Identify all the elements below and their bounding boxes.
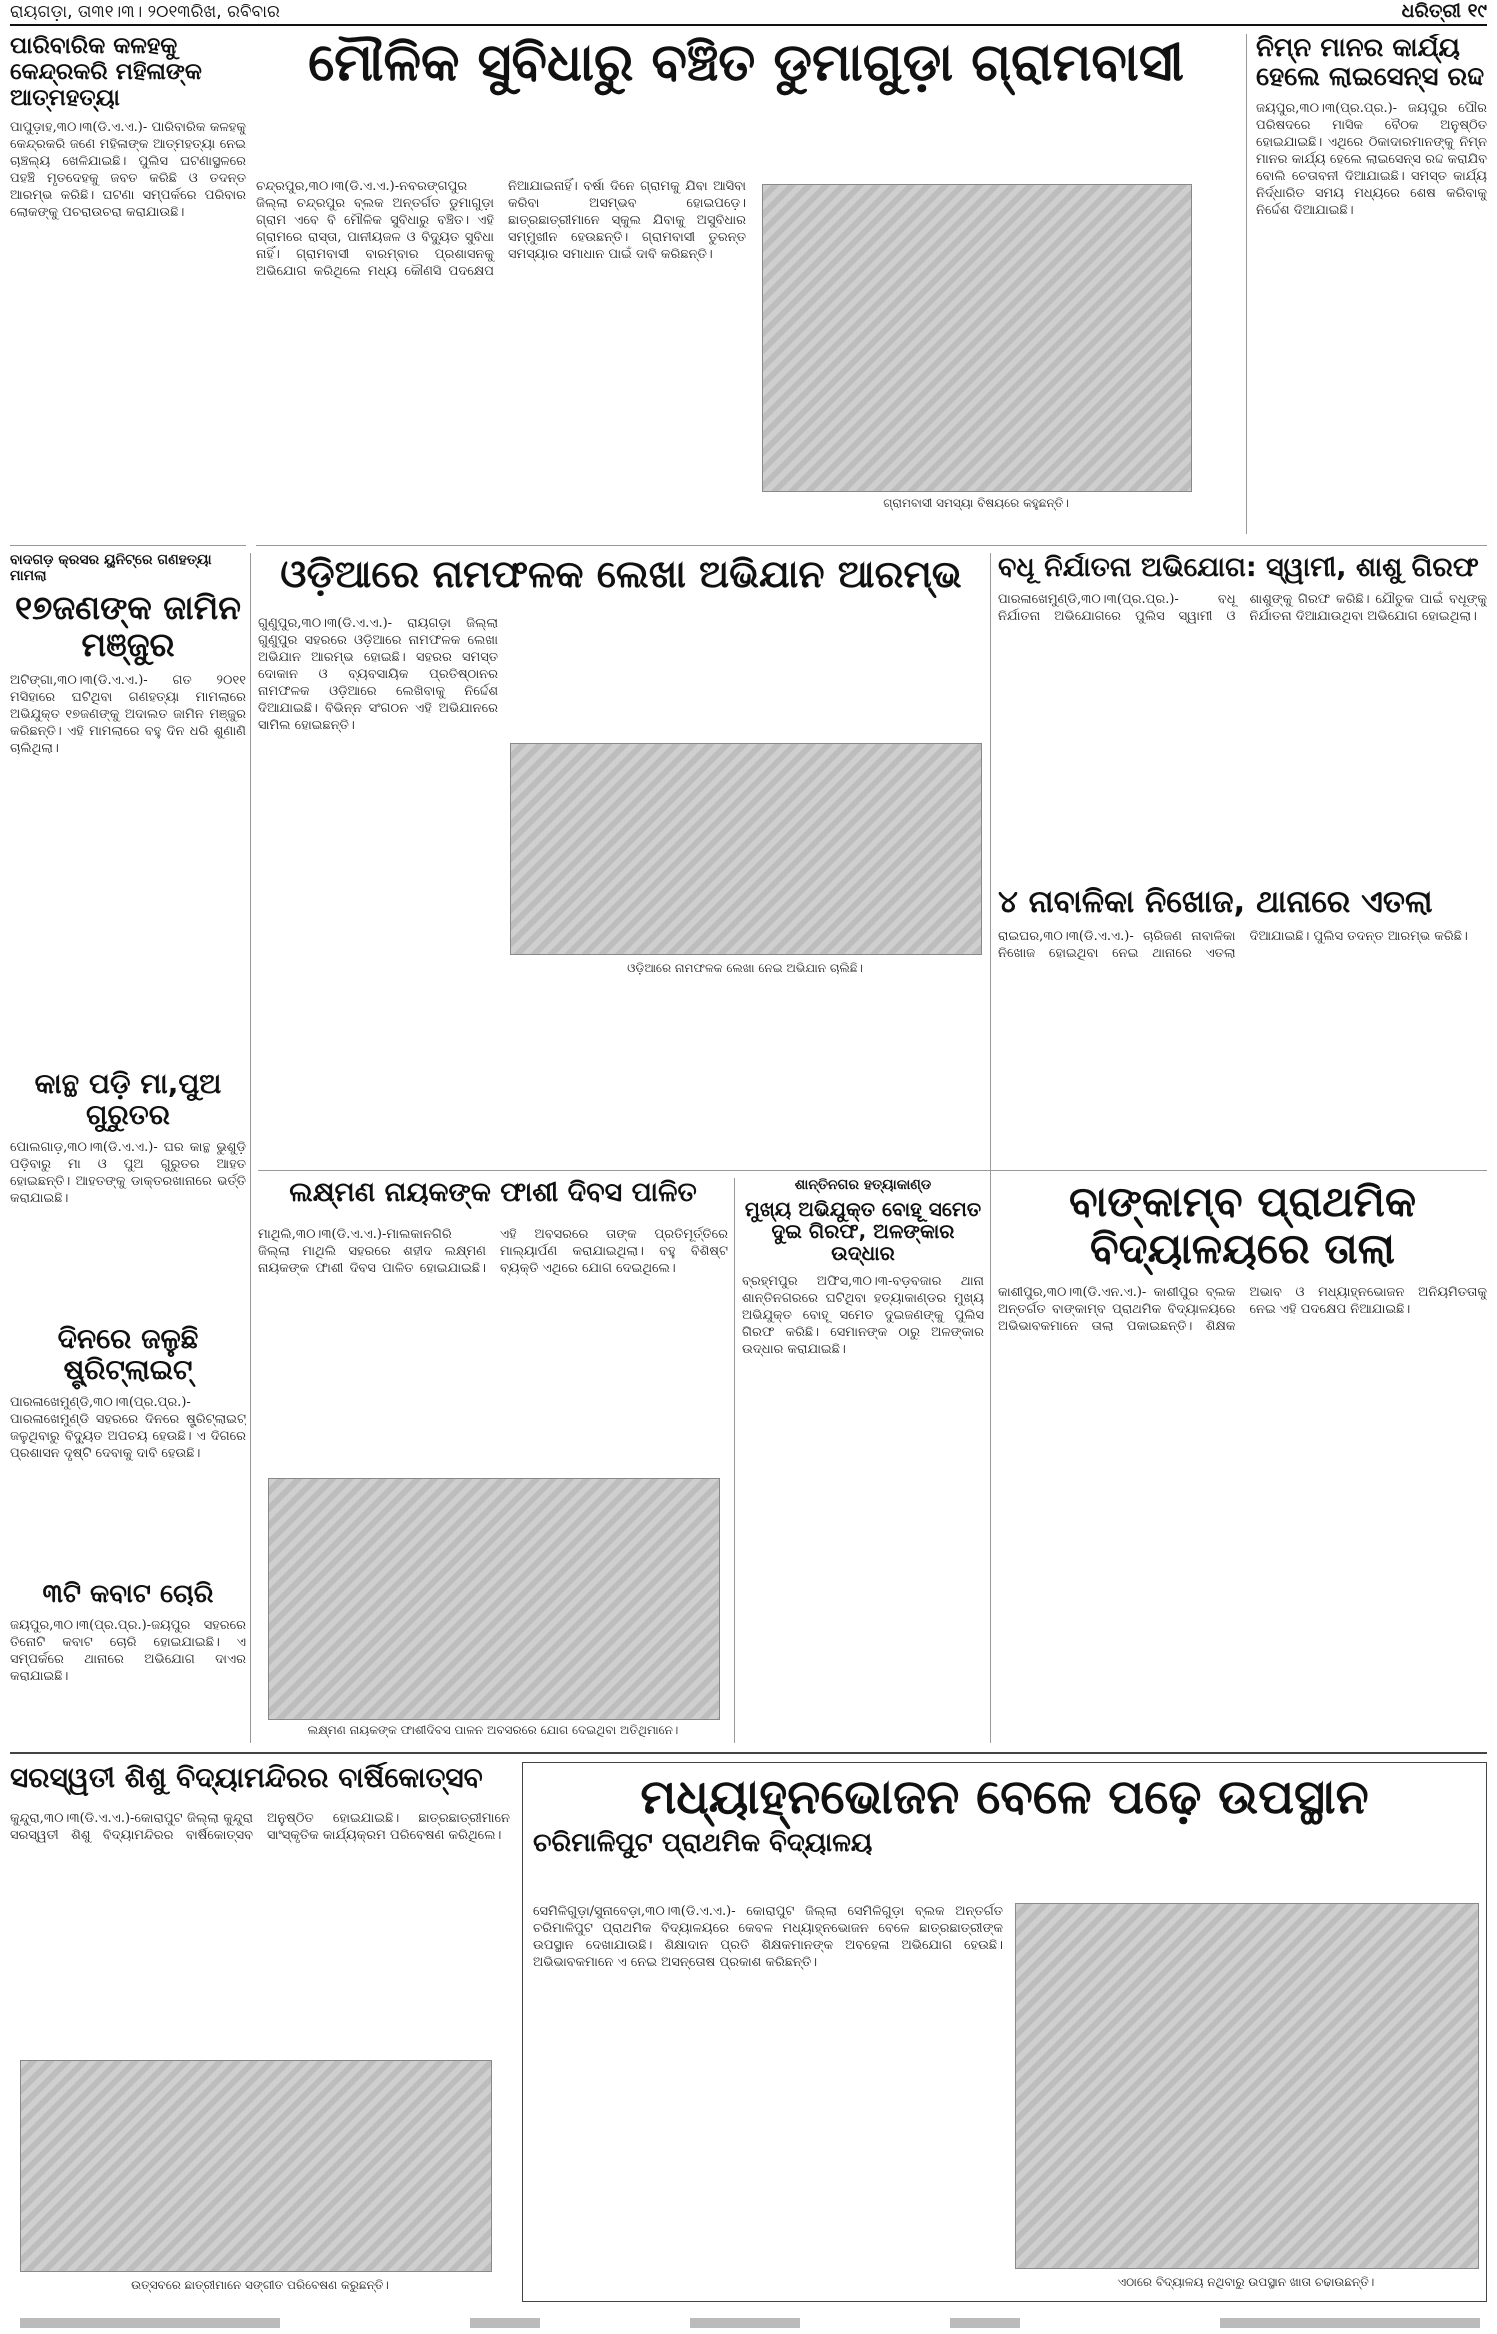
- article-midday-meal: [522, 1762, 1487, 2302]
- headline: କାନ୍ଥ ପଡ଼ି ମା,ପୁଅ ଗୁରୁତର: [34, 1068, 222, 1132]
- headline: ଦିନରେ ଜଳୁଛି ଷ୍ଟ୍ରିଟ୍‌ଲାଇଟ୍: [57, 1323, 199, 1387]
- headline: ମୁଖ୍ୟ ଅଭିଯୁକ୍ତ ବୋହୂ ସମେତ ଦୁଇ ଗିରଫ, ଅଳଙ୍କାର ଉଦ୍ଧାର: [744, 1196, 982, 1266]
- article-body: ସେମିଳିଗୁଡ଼ା/ସୁନାବେଡ଼ା,୩୦।୩(ଡି.ଏ.ଏ.)- କୋରାପୁଟ ଜିଲ୍ଲା ସେମିଳିଗୁଡ଼ା ବ୍ଲକ ଅନ୍ତର୍ଗତ ଚରିମାଳିପୁଟ ପ୍ରାଥମିକ ବିଦ୍ୟାଳୟରେ କେବଳ ମଧ୍ୟାହ୍ନଭୋଜନ ବେଳେ ଛାତ୍ରଛାତ୍ରୀଙ୍କ ଉପସ୍ଥାନ ଦେଖାଯାଉଛି। ଶିକ୍ଷାଦାନ ପ୍ରତି ଶିକ୍ଷକମାନଙ୍କ ଅବହେଳା ଅଭିଯୋଗ ହେଉଛି। ଅଭିଭାବକମାନେ ଏ ନେଇ ଅସନ୍ତୋଷ ପ୍ରକାଶ କରିଛନ୍ତି।: [533, 1904, 1003, 1970]
- article-body: ପାପୁଡ଼ାହ,୩୦।୩(ଡି.ଏ.ଏ.)- ପାରିବାରିକ କଳହକୁ କେନ୍ଦ୍ରକରି ଜଣେ ମହିଳାଙ୍କ ଆତ୍ମହତ୍ୟା ନେଇ ଚାଞ୍ଚଲ୍ୟ ଖେଳିଯାଇଛି। ପୁଲିସ ଘଟଣାସ୍ଥଳରେ ପହଞ୍ଚି ମୃତଦେହକୁ ଜବତ କରିଛି ଓ ତଦନ୍ତ ଆରମ୍ଭ କରିଛି। ଘଟଣା ସମ୍ପର୍କରେ ପରିବାର ଲୋକଙ୍କୁ ପଚରାଉଚରା କରାଯାଉଛି।: [10, 120, 246, 221]
- article-body: କାଶୀପୁର,୩୦।୩(ଡି.ଏନ.ଏ.)- କାଶୀପୁର ବ୍ଲକ ଅନ୍ତର୍ଗତ ବାଙ୍କାମ୍ବ ପ୍ରାଥମିକ ବିଦ୍ୟାଳୟରେ ଅଭିଭାବକମାନେ ତାଲା ପକାଇଛନ୍ତି। ଶିକ୍ଷକ ଅଭାବ ଓ ମଧ୍ୟାହ୍ନଭୋଜନ ଅନିୟମିତତାକୁ ନେଇ ଏହି ପଦକ୍ଷେପ ନିଆଯାଇଛି।: [998, 1285, 1487, 1335]
- headline: ବାଙ୍କାମ୍ବ ପ୍ରାଥମିକ ବିଦ୍ୟାଳୟରେ ତାଲା: [1069, 1178, 1416, 1274]
- article-school-lock: [998, 1178, 1487, 1743]
- article-body: ଅଟିଙ୍ଗା,୩୦।୩(ଡି.ଏ.ଏ.)- ଗତ ୨୦୧୧ ମସିହାରେ ଘଟିଥିବା ଗଣହତ୍ୟା ମାମଲାରେ ଅଭିଯୁକ୍ତ ୧୭ଜଣଙ୍କୁ ଅଦାଲତ ଜାମିନ ମଞ୍ଜୁର କରିଛନ୍ତି। ଏହି ମାମଲାରେ ବହୁ ଦିନ ଧରି ଶୁଣାଣି ଚାଲିଥିଲା।: [10, 673, 246, 757]
- article-lead: [256, 34, 1236, 534]
- article-murder: [742, 1178, 984, 1743]
- article-odia-nameplate: [258, 553, 984, 993]
- headline: ୩ଟି କବାଟ ଚୋରି: [42, 1580, 214, 1609]
- students-performing-photo: [20, 2060, 492, 2272]
- photo-caption: ଉତ୍ସବରେ ଛାତ୍ରୀମାନେ ସଙ୍ଗୀତ ପରିବେଷଣ କରୁଛନ୍ତି।: [131, 2278, 389, 2292]
- article-body: ଜୟପୁର,୩୦।୩(ପ୍ର.ପ୍ର.)- ଜୟପୁର ପୌର ପରିଷଦରେ ମାସିକ ବୈଠକ ଅନୁଷ୍ଠିତ ହୋଇଯାଇଛି। ଏଥିରେ ଠିକାଦାରମାନଙ୍କୁ ନିମ୍ନ ମାନର କାର୍ଯ୍ୟ ହେଲେ ଲାଇସେନ୍ସ ରଦ୍ଦ କରାଯିବ ବୋଲି ଚେତାବନୀ ଦିଆଯାଇଛି। ସମସ୍ତ କାର୍ଯ୍ୟ ନିର୍ଦ୍ଧାରିତ ସମୟ ମଧ୍ୟରେ ଶେଷ କରିବାକୁ ନିର୍ଦ୍ଦେଶ ଦିଆଯାଇଛି।: [1256, 101, 1487, 219]
- headline: ଓଡ଼ିଆରେ ନାମଫଳକ ଲେଖା ଅଭିଯାନ ଆରମ୍ଭ: [280, 553, 962, 596]
- article-body: ମାଥିଲି,୩୦।୩(ଡି.ଏ.ଏ.)-ମାଲକାନଗିରି ଜିଲ୍ଲା ମାଥିଲି ସହରରେ ଶହୀଦ ଲକ୍ଷ୍ମଣ ନାୟକଙ୍କ ଫାଶୀ ଦିବସ ପାଳିତ ହୋଇଯାଇଛି। ଏହି ଅବସରରେ ତାଙ୍କ ପ୍ରତିମୂର୍ତ୍ତିରେ ମାଲ୍ୟାର୍ପଣ କରାଯାଇଥିଲା। ବହୁ ବିଶିଷ୍ଟ ବ୍ୟକ୍ତି ଏଥିରେ ଯୋଗ ଦେଇଥିଲେ।: [258, 1227, 728, 1276]
- article-body: ଗୁଣୁପୁର,୩୦।୩(ଡି.ଏ.ଏ.)- ରାୟଗଡ଼ା ଜିଲ୍ଲା ଗୁଣୁପୁର ସହରରେ ଓଡ଼ିଆରେ ନାମଫଳକ ଲେଖା ଅଭିଯାନ ଆରମ୍ଭ ହୋଇଛି। ସହରର ସମସ୍ତ ଦୋକାନ ଓ ବ୍ୟବସାୟିକ ପ୍ରତିଷ୍ଠାନର ନାମଫଳକ ଓଡ଼ିଆରେ ଲେଖିବାକୁ ନିର୍ଦ୍ଦେଶ ଦିଆଯାଇଛି। ବିଭିନ୍ନ ସଂଗଠନ ଏହି ଅଭିଯାନରେ ସାମିଲ ହୋଇଛନ୍ତି।: [258, 616, 498, 733]
- masthead-date: ରାୟଗଡ଼ା, ତା୩୧।୩। ୨୦୧୩ରିଖ, ରବିବାର: [10, 2, 280, 22]
- article-body: ପୋଲଗାଡ଼,୩୦।୩(ଡି.ଏ.ଏ.)- ଘର କାନ୍ଥ ଭୁଶୁଡ଼ି ପଡ଼ିବାରୁ ମା ଓ ପୁଅ ଗୁରୁତର ଆହତ ହୋଇଛନ୍ତି। ଆହତଙ୍କୁ ଡାକ୍ତରଖାନାରେ ଭର୍ତ୍ତି କରାଯାଇଛି।: [10, 1139, 246, 1206]
- memorial-photo: [268, 1478, 720, 1720]
- headline: ୪ ନାବାଳିକା ନିଖୋଜ, ଥାନାରେ ଏତଲା: [998, 885, 1433, 920]
- headline: ଲକ୍ଷ୍ମଣ ନାୟକଙ୍କ ଫାଶୀ ଦିବସ ପାଳିତ: [289, 1178, 697, 1208]
- article-bail: [10, 553, 246, 1063]
- lead-headline: ମୌଳିକ ସୁବିଧାରୁ ବଞ୍ଚିତ ଡୁମାଗୁଡ଼ା ଗ୍ରାମବାସୀ: [308, 34, 1184, 93]
- article-license: [1256, 34, 1487, 534]
- headline: ମଧ୍ୟାହ୍ନଭୋଜନ ବେଳେ ପଢ଼େ ଉପସ୍ଥାନ: [640, 1769, 1369, 1825]
- page-footer: [0, 2310, 1497, 2334]
- kicker: ଶାନ୍ତିନଗର ହତ୍ୟାକାଣ୍ଡ: [794, 1178, 932, 1193]
- article-body: କୁନ୍ଦୁରା,୩୦।୩(ଡି.ଏ.ଏ.)-କୋରାପୁଟ ଜିଲ୍ଲା କୁନ୍ଦୁରା ସରସ୍ୱତୀ ଶିଶୁ ବିଦ୍ୟାମନ୍ଦିରର ବାର୍ଷିକୋତ୍ସବ ଅନୁଷ୍ଠିତ ହୋଇଯାଇଛି। ଛାତ୍ରଛାତ୍ରୀମାନେ ସାଂସ୍କୃତିକ କାର୍ଯ୍ୟକ୍ରମ ପରିବେଷଣ କରିଥିଲେ।: [10, 1811, 510, 1843]
- article-saraswati-school: [10, 1762, 510, 2302]
- article-missing-girls: [998, 885, 1487, 1175]
- headline: ସରସ୍ୱତୀ ଶିଶୁ ବିଦ୍ୟାମନ୍ଦିରର ବାର୍ଷିକୋତ୍ସବ: [10, 1762, 483, 1794]
- lead-body: ଚନ୍ଦ୍ରପୁର,୩୦।୩(ଡି.ଏ.ଏ.)-ନବରଙ୍ଗପୁର ଜିଲ୍ଲା ଚନ୍ଦ୍ରପୁର ବ୍ଲକ ଅନ୍ତର୍ଗତ ଡୁମାଗୁଡ଼ା ଗ୍ରାମ ଏବେ ବି ମୌଳିକ ସୁବିଧାରୁ ବଞ୍ଚିତ। ଏହି ଗ୍ରାମରେ ରାସ୍ତା, ପାନୀୟଜଳ ଓ ବିଦ୍ୟୁତ ସୁବିଧା ନାହିଁ। ଗ୍ରାମବାସୀ ବାରମ୍ବାର ପ୍ରଶାସନକୁ ଅଭିଯୋଗ କରିଥିଲେ ମଧ୍ୟ କୌଣସି ପଦକ୍ଷେପ ନିଆଯାଇନାହିଁ। ବର୍ଷା ଦିନେ ଗ୍ରାମକୁ ଯିବା ଆସିବା କରିବା ଅସମ୍ଭବ ହୋଇପଡ଼େ। ଛାତ୍ରଛାତ୍ରୀମାନେ ସ୍କୁଲ ଯିବାକୁ ଅସୁବିଧାର ସମ୍ମୁଖୀନ ହେଉଛନ୍ତି। ଗ୍ରାମବାସୀ ତୁରନ୍ତ ସମସ୍ୟାର ସମାଧାନ ପାଇଁ ଦାବି କରିଛନ୍ତି।: [256, 179, 746, 279]
- article-body: ବ୍ରହ୍ମପୁର ଅଫିସ,୩୦।୩-ବଡ଼ବଜାର ଥାନା ଶାନ୍ତିନଗରରେ ଘଟିଥିବା ହତ୍ୟାକାଣ୍ଡର ମୁଖ୍ୟ ଅଭିଯୁକ୍ତ ବୋହୂ ସମେତ ଦୁଇଜଣଙ୍କୁ ପୁଲିସ ଗିରଫ କରିଛି। ସେମାନଙ୍କ ଠାରୁ ଅଳଙ୍କାର ଉଦ୍ଧାର କରାଯାଇଛି।: [742, 1273, 984, 1357]
- headline: ବଧୂ ନିର୍ଯାତନା ଅଭିଯୋଗ: ସ୍ୱାମୀ, ଶାଶୁ ଗିରଫ: [998, 553, 1479, 583]
- lead-photo-caption: ଗ୍ରାମବାସୀ ସମସ୍ୟା ବିଷୟରେ କହୁଛନ୍ତି।: [883, 496, 1069, 510]
- subhead: ଚରିମାଳିପୁଟ ପ୍ରାଥମିକ ବିଦ୍ୟାଳୟ: [533, 1827, 873, 1858]
- article-body: ପାରଳାଖେମୁଣ୍ଡି,୩୦।୩(ପ୍ର.ପ୍ର.)- ବଧୂ ନିର୍ଯାତନା ଅଭିଯୋଗରେ ପୁଲିସ ସ୍ୱାମୀ ଓ ଶାଶୁଙ୍କୁ ଗିରଫ କରିଛି। ଯୌତୁକ ପାଇଁ ବଧୂଙ୍କୁ ନିର୍ଯାତନା ଦିଆଯାଉଥିବା ଅଭିଯୋଗ ହୋଇଥିଲା।: [998, 592, 1487, 625]
- article-body: ରାଇଘର,୩୦।୩(ଡି.ଏ.ଏ.)- ଚାରିଜଣ ନାବାଳିକା ନିଖୋଜ ହୋଇଥିବା ନେଇ ଥାନାରେ ଏତଲା ଦିଆଯାଇଛି। ପୁଲିସ ତଦନ୍ତ ଆରମ୍ଭ କରିଛି।: [998, 928, 1468, 961]
- article-dowry-harassment: [998, 553, 1487, 883]
- teacher-photo: [1015, 1903, 1479, 2269]
- masthead: [10, 0, 1487, 26]
- article-body: ପାରଳାଖେମୁଣ୍ଡି,୩୦।୩(ପ୍ର.ପ୍ର.)-ପାରଳାଖେମୁଣ୍ଡି ସହରରେ ଦିନରେ ଷ୍ଟ୍ରିଟ୍‌ଲାଇଟ୍ ଜଳୁଥିବାରୁ ବିଦ୍ୟୁତ ଅପଚୟ ହେଉଛି। ଏ ଦିଗରେ ପ୍ରଶାସନ ଦୃଷ୍ଟି ଦେବାକୁ ଦାବି ହେଉଛି।: [10, 1394, 246, 1461]
- headline: ୧୭ଜଣଙ୍କ ଜାମିନ ମଞ୍ଜୁର: [14, 588, 242, 665]
- photo-caption: ଏଠାରେ ବିଦ୍ୟାଳୟ ନଥିବାରୁ ଉପସ୍ଥାନ ଖାତା ଚଢାଉଛନ୍ତି।: [1117, 2275, 1375, 2289]
- logo-text: ଧରିତ୍ରୀ: [1401, 0, 1462, 22]
- headline: ନିମ୍ନ ମାନର କାର୍ଯ୍ୟ ହେଲେ ଲାଇସେନ୍ସ ରଦ୍ଦ: [1256, 34, 1485, 93]
- kicker: ବାଦଗଡ଼ କ୍ରସର ୟୁନିଟ୍‌ରେ ଗଣହତ୍ୟା ମାମଲା: [10, 553, 212, 584]
- article-theft: [10, 1580, 246, 1740]
- photo-caption: ଲକ୍ଷ୍ମଣ ନାୟକଙ୍କ ଫାଶୀଦିବସ ପାଳନ ଅବସରରେ ଯୋଗ ଦେଇଥିବା ଅତିଥିମାନେ।: [307, 1723, 679, 1737]
- article-streetlight: [10, 1323, 246, 1573]
- article-lakshman-nayak: [258, 1178, 728, 1743]
- newspaper-logo: [1402, 0, 1487, 22]
- article-wall-collapse: [10, 1068, 246, 1318]
- nameplate-campaign-photo: [510, 743, 982, 955]
- article-body: ଜୟପୁର,୩୦।୩(ପ୍ର.ପ୍ର.)-ଜୟପୁର ସହରରେ ତିନୋଟି କବାଟ ଚୋରି ହୋଇଯାଇଛି। ଏ ସମ୍ପର୍କରେ ଥାନାରେ ଅଭିଯୋଗ ଦାଏର କରାଯାଇଛି।: [10, 1618, 246, 1685]
- headline: ପାରିବାରିକ କଳହକୁ କେନ୍ଦ୍ରକରି ମହିଳାଙ୍କ ଆତ୍ମହତ୍ୟା: [10, 34, 202, 111]
- article-suicide: [10, 34, 246, 534]
- page-number: ୧୯: [1467, 0, 1487, 22]
- photo-caption: ଓଡ଼ିଆରେ ନାମଫଳକ ଲେଖା ନେଇ ଅଭିଯାନ ଚାଲିଛି।: [627, 961, 863, 975]
- villagers-photo: [762, 184, 1192, 492]
